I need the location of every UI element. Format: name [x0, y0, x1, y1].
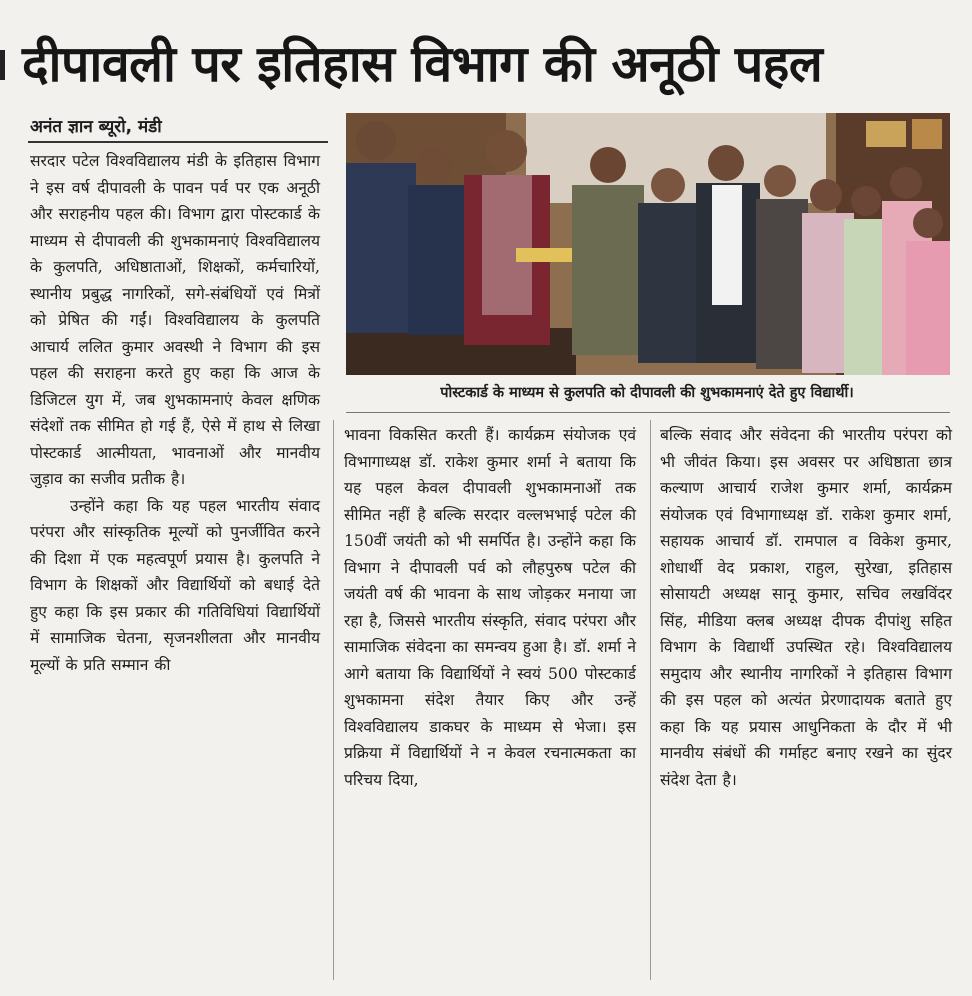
- column-1: [30, 148, 320, 678]
- column-1-paragraph-1: सरदार पटेल विश्वविद्यालय मंडी के इतिहास विभाग ने इस वर्ष दीपावली के पावन पर्व पर एक अनूठी और सराहनीय पहल की। विभाग द्वारा पोस्टकार्ड के माध्यम से दीपावली की शुभकामनाएं विश्वविद्यालय के कुलपति, अधिष्ठाताओं, शिक्षकों, कर्मचारियों, स्थानीय प्रबुद्ध नागरिकों, सगे-संबंधियों एवं मित्रों को प्रेषित की गईं। विश्वविद्यालय के कुलपति आचार्य ललित कुमार अवस्थी ने विभाग की इस पहल की सराहना करते हुए कहा कि आज के डिजिटल युग में, जब शुभकामनाएं केवल क्षणिक संदेशों तक सीमित हो गई हैं, ऐसे में हाथ से लिखा पोस्टकार्ड आत्मीयता, भावनाओं और मानवीय जुड़ाव का सजीव प्रतीक है।: [30, 152, 320, 488]
- caption-rule: [346, 412, 950, 413]
- event-photo: [346, 113, 950, 375]
- byline-rule: [28, 141, 328, 143]
- column-3-paragraph: बल्कि संवाद और संवेदना की भारतीय परंपरा को भी जीवंत किया। इस अवसर पर अधिष्ठाता छात्र कल्याण आचार्य राजेश कुमार शर्मा, कार्यक्रम संयोजक एवं विभागाध्यक्ष डॉ. राकेश कुमार शर्मा, सहायक आचार्य डॉ. रामपाल व विकेश कुमार, शोधार्थी वेद प्रकाश, राहुल, सुरेखा, इतिहास सोसायटी अध्यक्ष सानू कुमार, सचिव लखविंदर सिंह, मीडिया क्लब अध्यक्ष दीपक दीपांशु सहित विभाग के विद्यार्थी उपस्थित रहे। विश्वविद्यालय समुदाय और स्थानीय नागरिकों ने इतिहास विभाग की इस पहल को अत्यंत प्रेरणादायक बताते हुए कहा कि यह प्रयास आधुनिकता के दौर में भी मानवीय संबंधों की गर्माहट बनाए रखने का सुंदर संदेश देता है।: [660, 426, 952, 789]
- byline: अनंत ज्ञान ब्यूरो, मंडी: [30, 117, 162, 137]
- column-3: [660, 422, 952, 793]
- column-2-paragraph: भावना विकसित करती हैं। कार्यक्रम संयोजक एवं विभागाध्यक्ष डॉ. राकेश कुमार शर्मा ने बताया कि यह पहल केवल दीपावली शुभकामनाओं तक सीमित नहीं है बल्कि सरदार वल्लभभाई पटेल की 150वीं जयंती को भी समर्पित है। उन्होंने कहा कि विभाग ने दीपावली पर्व को लौहपुरुष पटेल की जयंती वर्ष की भावना के साथ जोड़कर मनाया जा रहा है, जिससे भारतीय संस्कृति, संवाद परंपरा और सामाजिक संवेदना का समन्वय हुआ है। डॉ. शर्मा ने आगे बताया कि विद्यार्थियों ने स्वयं 500 पोस्टकार्ड शुभकामना संदेश तैयार किए और उन्हें विश्वविद्यालय डाकघर के माध्यम से भेजा। इस प्रक्रिया में विद्यार्थियों ने न केवल रचनात्मकता का परिचय दिया,: [344, 426, 636, 789]
- column-2: [344, 422, 636, 793]
- photo-caption: पोस्टकार्ड के माध्यम से कुलपति को दीपावली की शुभकामनाएं देते हुए विद्यार्थी।: [440, 385, 854, 401]
- margin-mark: [0, 50, 5, 80]
- event-photo-image: [346, 113, 950, 375]
- column-1-paragraph-2: उन्होंने कहा कि यह पहल भारतीय संवाद परंपरा और सांस्कृतिक मूल्यों को पुनर्जीवित करने की दिशा में एक महत्वपूर्ण प्रयास है। कुलपति ने विभाग के शिक्षकों और विद्यार्थियों को बधाई देते हुए कहा कि इस प्रकार की गतिविधियां विद्यार्थियों में सामाजिक चेतना, सृजनशीलता और मानवीय मूल्यों के प्रति सम्मान की: [30, 496, 320, 674]
- headline: दीपावली पर इतिहास विभाग की अनूठी पहल: [22, 35, 823, 93]
- column-divider-1: [333, 420, 334, 980]
- column-divider-2: [650, 420, 651, 980]
